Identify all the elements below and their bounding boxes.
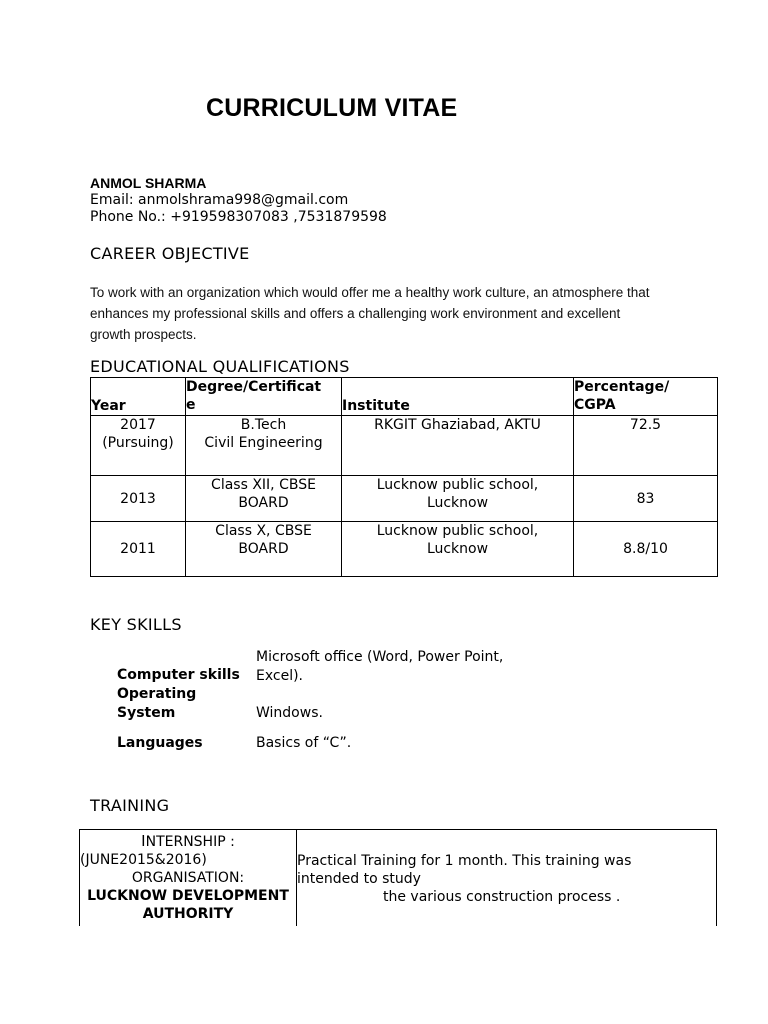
header-degree-line: e: [186, 397, 196, 413]
operating-system-label: [117, 685, 196, 723]
objective-line: enhances my professional skills and offers a challenging work environment and excellent: [90, 306, 621, 321]
organisation-label: ORGANISATION:: [131, 870, 245, 886]
table-header-row: [91, 378, 718, 416]
phone-line: Phone No.: +919598307083 ,7531879598: [90, 209, 387, 225]
year-value: 2017: [120, 417, 156, 433]
table-row: [80, 830, 717, 926]
training-heading: TRAINING: [90, 796, 170, 815]
degree-line: BOARD: [238, 495, 289, 511]
cell-score: [574, 476, 718, 522]
institute-line: Lucknow: [426, 541, 489, 557]
degree-line: Class XII, CBSE: [211, 477, 316, 493]
cell-year: [91, 476, 186, 522]
internship-details-cell: [80, 830, 297, 926]
header-year-text: Year: [91, 398, 126, 414]
cell-degree: [186, 522, 342, 577]
institute-line: RKGIT Ghaziabad, AKTU: [374, 417, 541, 433]
cell-institute: [342, 476, 574, 522]
degree-line: Civil Engineering: [204, 435, 323, 451]
cell-degree: [186, 416, 342, 476]
os-label-line: System: [117, 705, 176, 721]
year-value: 2013: [120, 490, 156, 507]
computer-skills-value: [256, 648, 503, 686]
computer-skills-line: Microsoft office (Word, Power Point,: [256, 649, 504, 665]
languages-label: Languages: [117, 735, 203, 751]
institute-line: Lucknow public school,: [376, 523, 539, 539]
cell-institute: [342, 416, 574, 476]
year-note: (Pursuing): [102, 435, 174, 451]
score-value: 83: [636, 490, 655, 507]
header-percentage: [574, 378, 718, 416]
career-objective-text: [90, 282, 690, 345]
institute-line: Lucknow: [426, 495, 489, 511]
email-line: Email: anmolshrama998@gmail.com: [90, 192, 349, 208]
cell-degree: [186, 476, 342, 522]
internship-initial: I: [141, 832, 146, 850]
year-value: 2011: [120, 541, 156, 557]
candidate-name: ANMOL SHARMA: [90, 175, 207, 191]
description-line: intended to study: [297, 871, 421, 887]
degree-line: Class X, CBSE: [215, 523, 312, 539]
education-heading: EDUCATIONAL QUALIFICATIONS: [90, 357, 350, 376]
cell-year: [91, 416, 186, 476]
organisation-name-line: LUCKNOW DEVELOPMENT: [87, 888, 289, 904]
header-percentage-line: CGPA: [574, 397, 616, 413]
career-objective-heading: CAREER OBJECTIVE: [90, 244, 250, 263]
cell-year: [91, 522, 186, 577]
header-institute: [342, 378, 574, 416]
objective-line: To work with an organization which would offer me a healthy work culture, an atmosphere that: [90, 285, 650, 300]
table-row: [91, 476, 718, 522]
degree-line: BOARD: [238, 541, 289, 557]
table-row: [91, 416, 718, 476]
description-line: the various construction process .: [383, 889, 621, 905]
internship-rest: NTERNSHIP :: [145, 834, 235, 850]
cell-score: [574, 522, 718, 577]
computer-skills-line: Excel).: [256, 668, 303, 684]
header-degree-line: Degree/Certificat: [186, 379, 322, 395]
os-label-line: Operating: [117, 686, 197, 702]
header-percentage-line: Percentage/: [574, 379, 670, 395]
description-line: Practical Training for 1 month. This training was: [297, 853, 632, 869]
operating-system-value: Windows.: [256, 705, 323, 721]
cell-institute: [342, 522, 574, 577]
page-title: CURRICULUM VITAE: [206, 94, 458, 122]
education-table: [90, 377, 718, 577]
languages-value: Basics of “C”.: [256, 735, 352, 751]
training-table: [79, 829, 717, 926]
header-year: [91, 378, 186, 416]
score-value: 8.8/10: [623, 541, 668, 557]
internship-description-cell: [297, 830, 717, 926]
objective-line: growth prospects.: [90, 327, 197, 342]
computer-skills-label: Computer skills: [117, 667, 240, 683]
institute-line: Lucknow public school,: [376, 477, 539, 493]
header-institute-text: Institute: [342, 398, 410, 414]
organisation-name-line: AUTHORITY: [142, 906, 234, 922]
degree-line: B.Tech: [240, 417, 287, 433]
header-degree: [186, 378, 342, 416]
key-skills-heading: KEY SKILLS: [90, 615, 182, 634]
internship-label: [80, 832, 296, 851]
cell-score: [574, 416, 718, 476]
score-value: 72.5: [629, 417, 662, 433]
table-row: [91, 522, 718, 577]
internship-period: (JUNE2015&2016): [80, 852, 207, 868]
